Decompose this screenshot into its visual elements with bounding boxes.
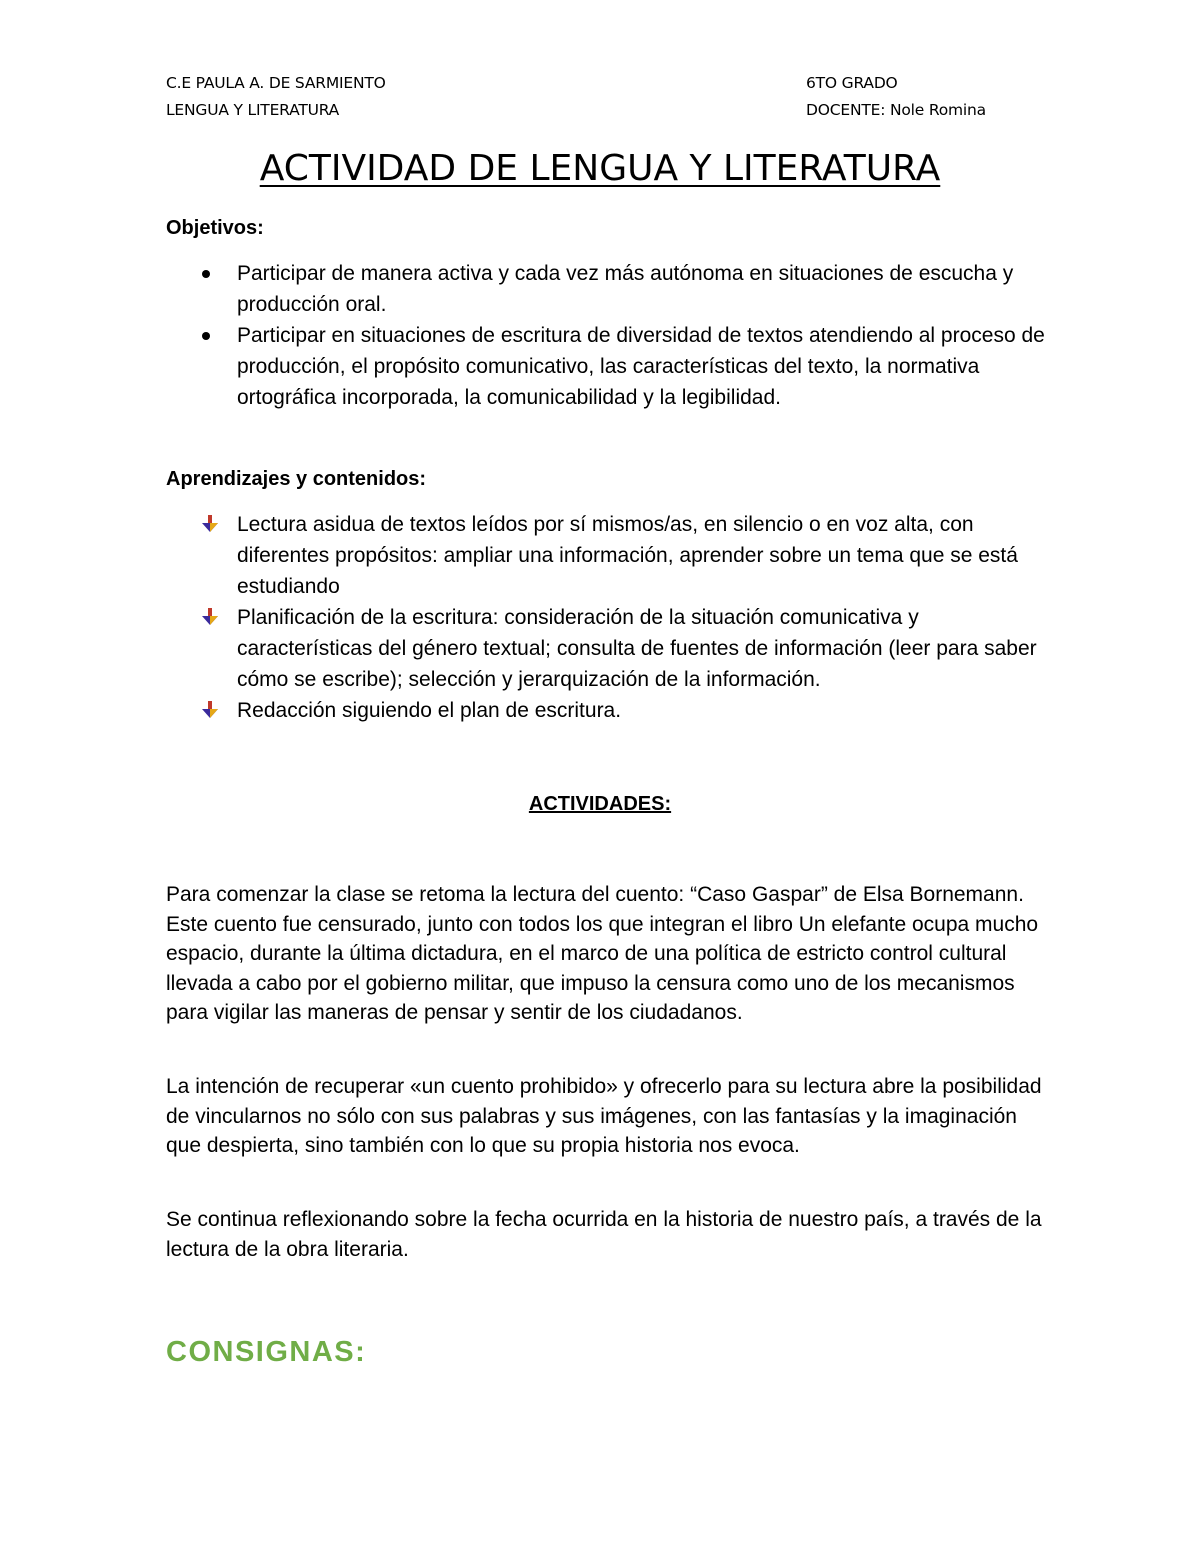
paragraph: Se continua reflexionando sobre la fecha ocurrida en la historia de nuestro país, a través de la lectura de la obra literaria. [166,1208,1042,1261]
aprendizajes-list [166,509,1046,726]
actividades-heading: ACTIVIDADES: [528,793,672,815]
arrow-down-bullet-icon [202,515,218,533]
aprendizaje-text: Lectura asidua de textos leídos por sí mismos/as, en silencio o en voz alta, con diferentes propósitos: ampliar una información, aprender sobre un tema que se está estudiando [237,513,1018,598]
teacher-label: DOCENTE: [806,101,886,119]
list-item [166,695,1046,726]
aprendizaje-text: Planificación de la escritura: consideración de la situación comunicativa y características del género textual; consulta de fuentes de información (leer para saber cómo se escribe); selección y jerarquización de la información. [237,606,1037,691]
bullet-icon [202,270,210,278]
objetivos-list [166,258,1046,413]
aprendizajes-heading: Aprendizajes y contenidos: [166,468,427,490]
list-item [166,602,1046,695]
aprendizaje-text: Redacción siguiendo el plan de escritura. [237,699,622,722]
grade: 6TO GRADO [806,74,898,92]
teacher-name: Nole Romina [889,101,986,119]
bullet-icon [202,332,210,340]
school-name: C.E PAULA A. DE SARMIENTO [166,74,386,92]
teacher-line [806,101,986,119]
page-title: ACTIVIDAD DE LENGUA Y LITERATURA [259,148,941,189]
arrow-down-bullet-icon [202,701,218,719]
paragraph: Para comenzar la clase se retoma la lectura del cuento: “Caso Gaspar” de Elsa Bornemann. Este cuento fue censurado, junto con todos los que integran el libro Un elefante ocupa mucho espacio, durante la última dictadura, en el marco de una política de estricto control cultural llevada a cabo por el gobierno militar, que impuso la censura como uno de los mecanismos para vigilar las maneras de pensar y sentir de los ciudadanos. [166,883,1039,1024]
list-item [166,509,1046,602]
list-item [166,258,1046,320]
objetivo-text: Participar de manera activa y cada vez más autónoma en situaciones de escucha y producción oral. [237,262,1014,316]
arrow-down-bullet-icon [202,608,218,626]
list-item [166,320,1046,413]
objetivos-heading: Objetivos: [166,217,264,239]
consignas-heading: CONSIGNAS: [166,1336,367,1368]
objetivo-text: Participar en situaciones de escritura de diversidad de textos atendiendo al proceso de producción, el propósito comunicativo, las características del texto, la normativa ortográfica incorporada, la comunicabilidad y la legibilidad. [237,324,1045,409]
subject-name: LENGUA Y LITERATURA [166,101,340,119]
paragraph: La intención de recuperar «un cuento prohibido» y ofrecerlo para su lectura abre la posibilidad de vincularnos no sólo con sus palabras y sus imágenes, con las fantasías y la imaginación que despierta, sino también con lo que su propia historia nos evoca. [166,1075,1042,1157]
